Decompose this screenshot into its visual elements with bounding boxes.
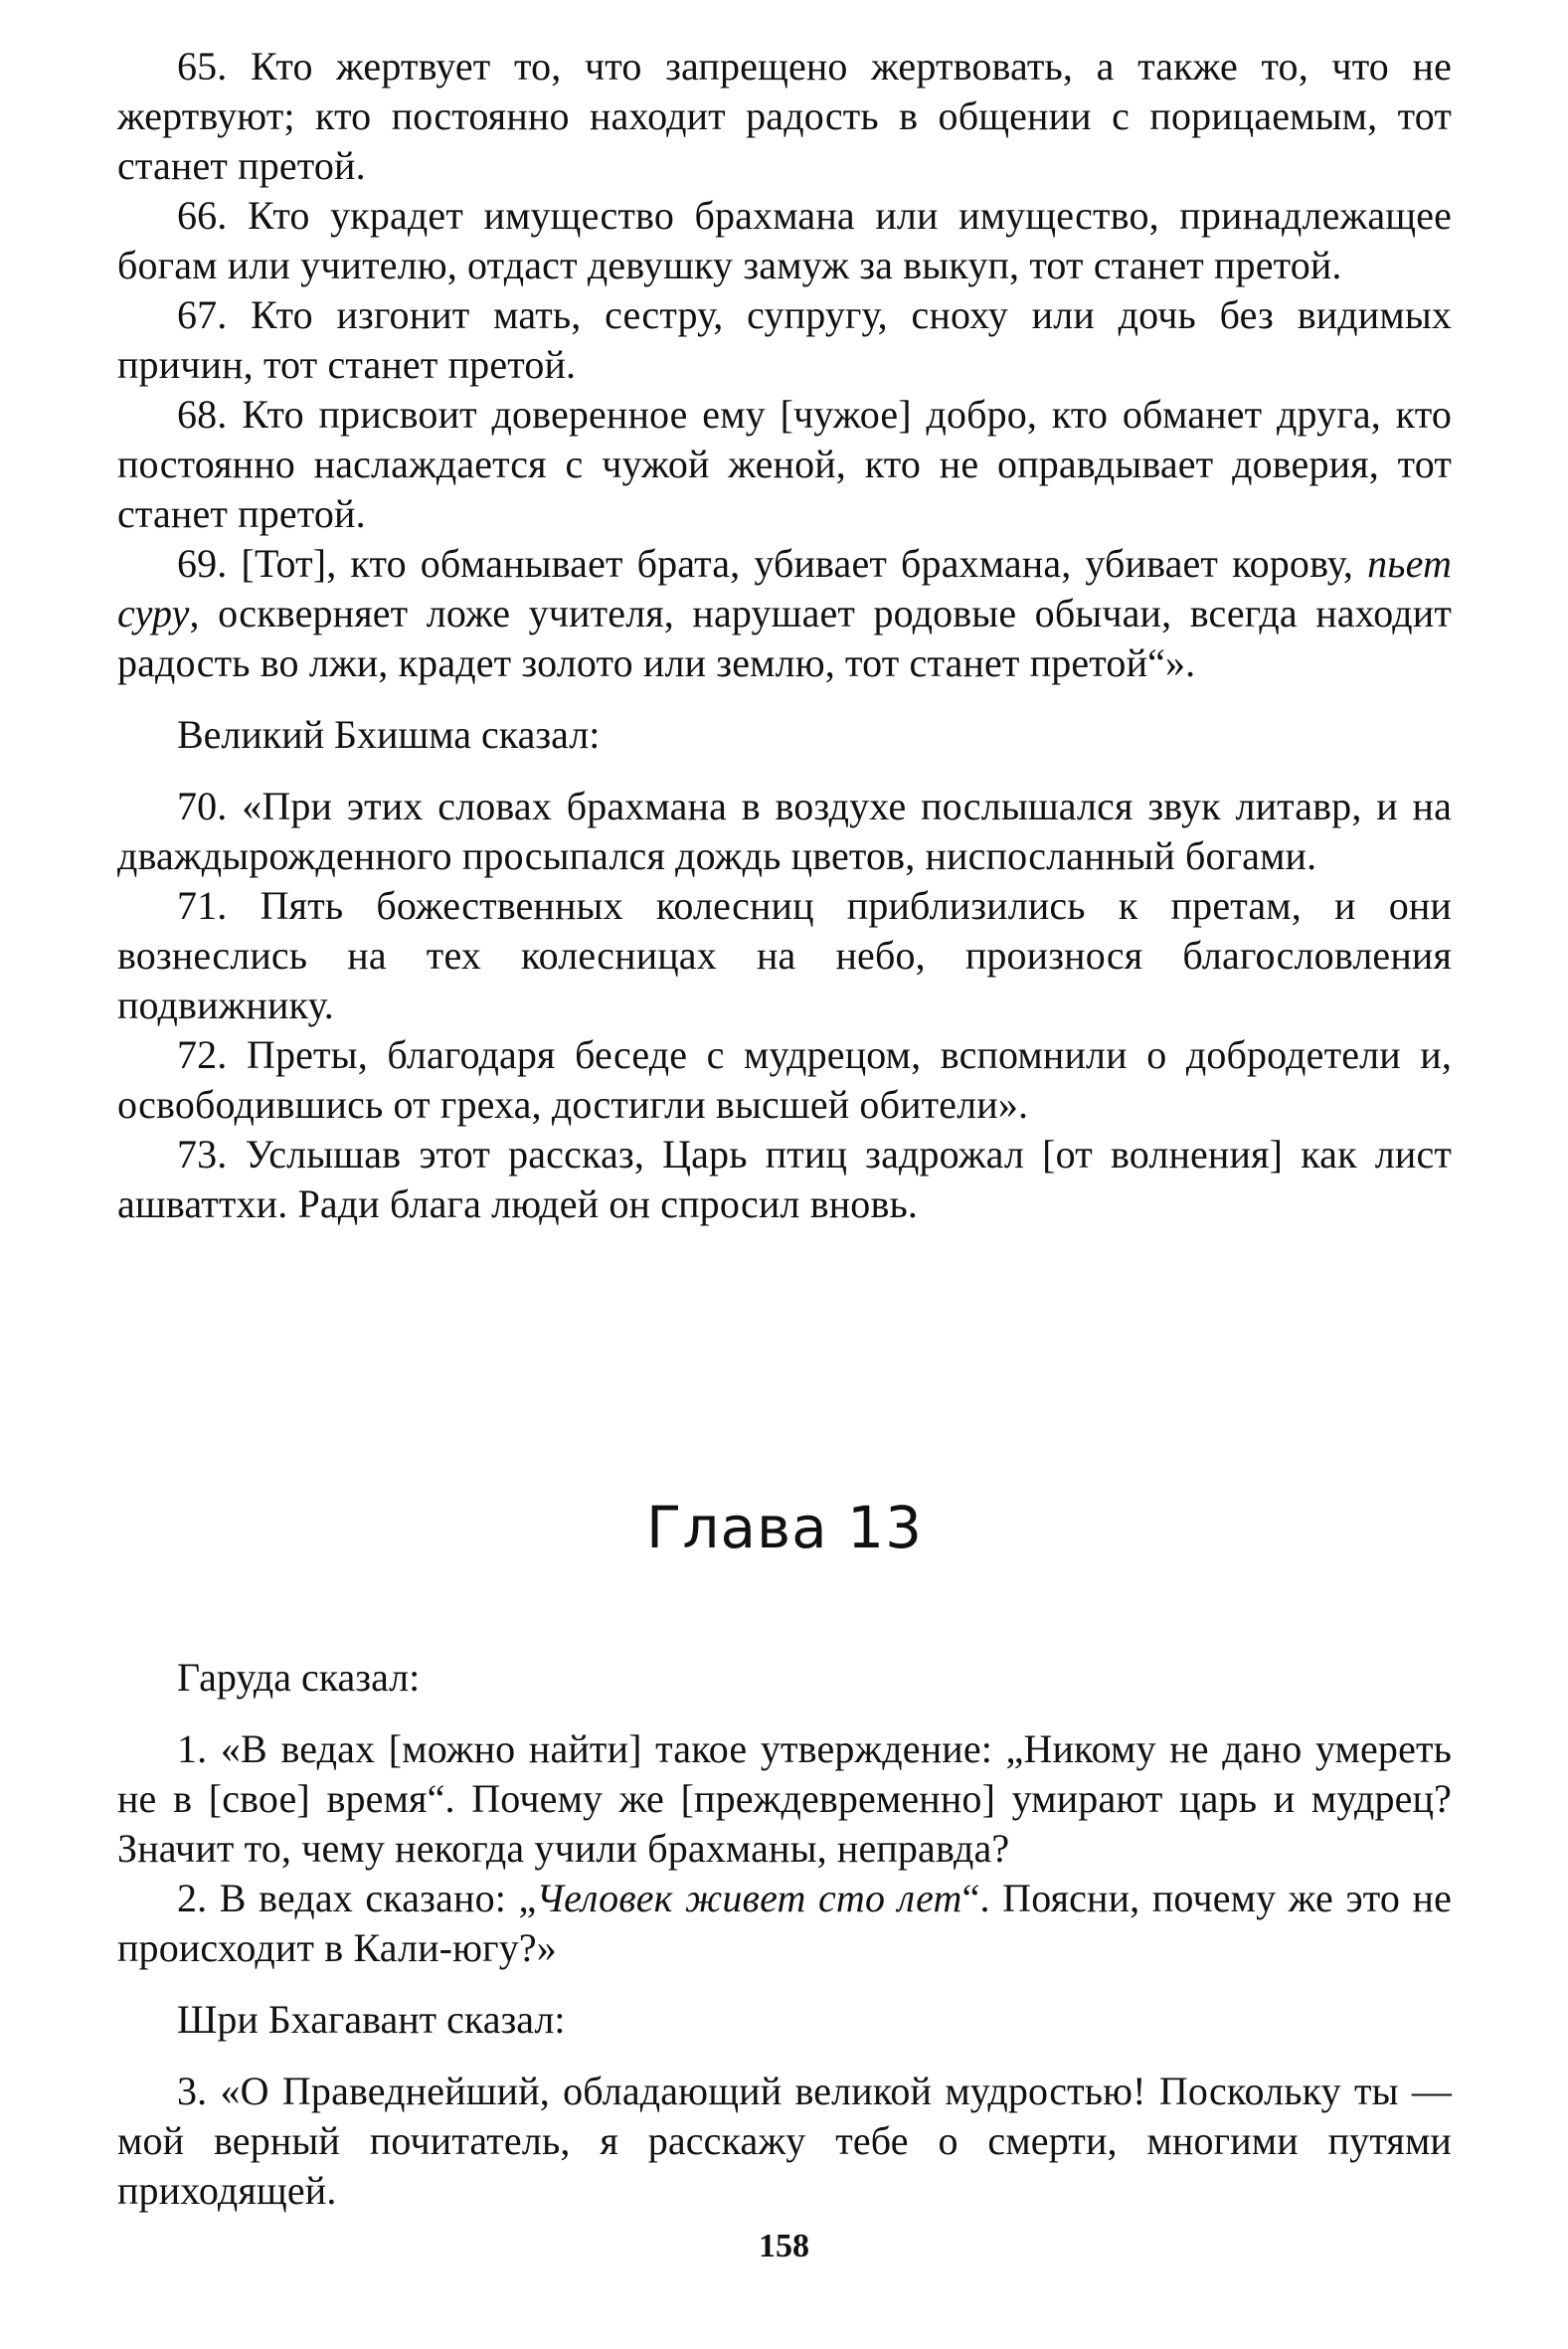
verse-69-start: 69. [Тот], кто обманывает брата, убивает брахмана, убивает корову, — [177, 541, 1368, 586]
verse-70: 70. «При этих словах брахмана в воздухе послышался звук литавр, и на дваждырожденного просыпался дождь цветов, ниспосланный богами. — [117, 784, 1452, 878]
verse-69-end: , оскверняет ложе учителя, нарушает родовые обычаи, всегда находит радость во лжи, крадет золото или землю, тот станет претой“». — [117, 591, 1452, 685]
verse-3: 3. «О Праведнейший, обладающий великой мудростью! Поскольку ты — мой верный почитатель, я расскажу тебе о смерти, многими путями приходящей. — [117, 2069, 1452, 2213]
verse-2-italic: Человек живет сто лет — [536, 1876, 962, 1920]
verse-71: 71. Пять божественных колесниц приблизились к претам, и они вознеслись на тех колесницах на небо, произнося благословления подвижнику. — [117, 883, 1452, 1027]
verse-67: 67. Кто изгонит мать, сестру, супругу, сноху или дочь без видимых причин, тот станет претой. — [117, 292, 1452, 387]
verse-65: 65. Кто жертвует то, что запрещено жертвовать, а также то, что не жертвуют; кто постоянно находит радость в общении с порицаемым, тот станет претой. — [117, 44, 1452, 188]
verse-2-end: “. Поясни, почему же это не происходит в Кали-югу?» — [117, 1876, 1452, 1970]
top-section — [117, 42, 1452, 1229]
verse-73: 73. Услышав этот рассказ, Царь птиц задрожал [от волнения] как лист ашваттхи. Ради блага людей он спросил вновь. — [117, 1132, 1452, 1226]
verse-69 — [117, 539, 1452, 688]
verse-69-italic: пьет суру — [117, 541, 1452, 635]
page-number: 158 — [759, 2228, 809, 2264]
verse-68: 68. Кто присвоит доверенное ему [чужое] добро, кто обманет друга, кто постоянно наслаждается с чужой женой, кто не оправдывает доверия, тот станет претой. — [117, 392, 1452, 536]
chapter-title: Глава 13 — [646, 1494, 923, 1561]
bottom-section — [117, 1653, 1452, 2216]
speaker-bhishma: Великий Бхишма сказал: — [177, 712, 601, 757]
verse-2 — [117, 1874, 1452, 1973]
verse-1: 1. «В ведах [можно найти] такое утверждение: „Никому не дано умереть не в [свое] время“. Почему же [преждевременно] умирают царь и мудрец? Значит то, чему некогда учили брахманы, неправда? — [117, 1726, 1452, 1871]
verse-2-start: 2. В ведах сказано: „ — [177, 1876, 537, 1920]
speaker-bhagavan: Шри Бхагавант сказал: — [177, 1997, 566, 2042]
speaker-garuda: Гаруда сказал: — [177, 1655, 421, 1700]
verse-72: 72. Преты, благодаря беседе с мудрецом, вспомнили о добродетели и, освободившись от греха, достигли высшей обители». — [117, 1032, 1452, 1127]
verse-66: 66. Кто украдет имущество брахмана или имущество, принадлежащее богам или учителю, отдаст девушку замуж за выкуп, тот станет претой. — [117, 193, 1452, 287]
